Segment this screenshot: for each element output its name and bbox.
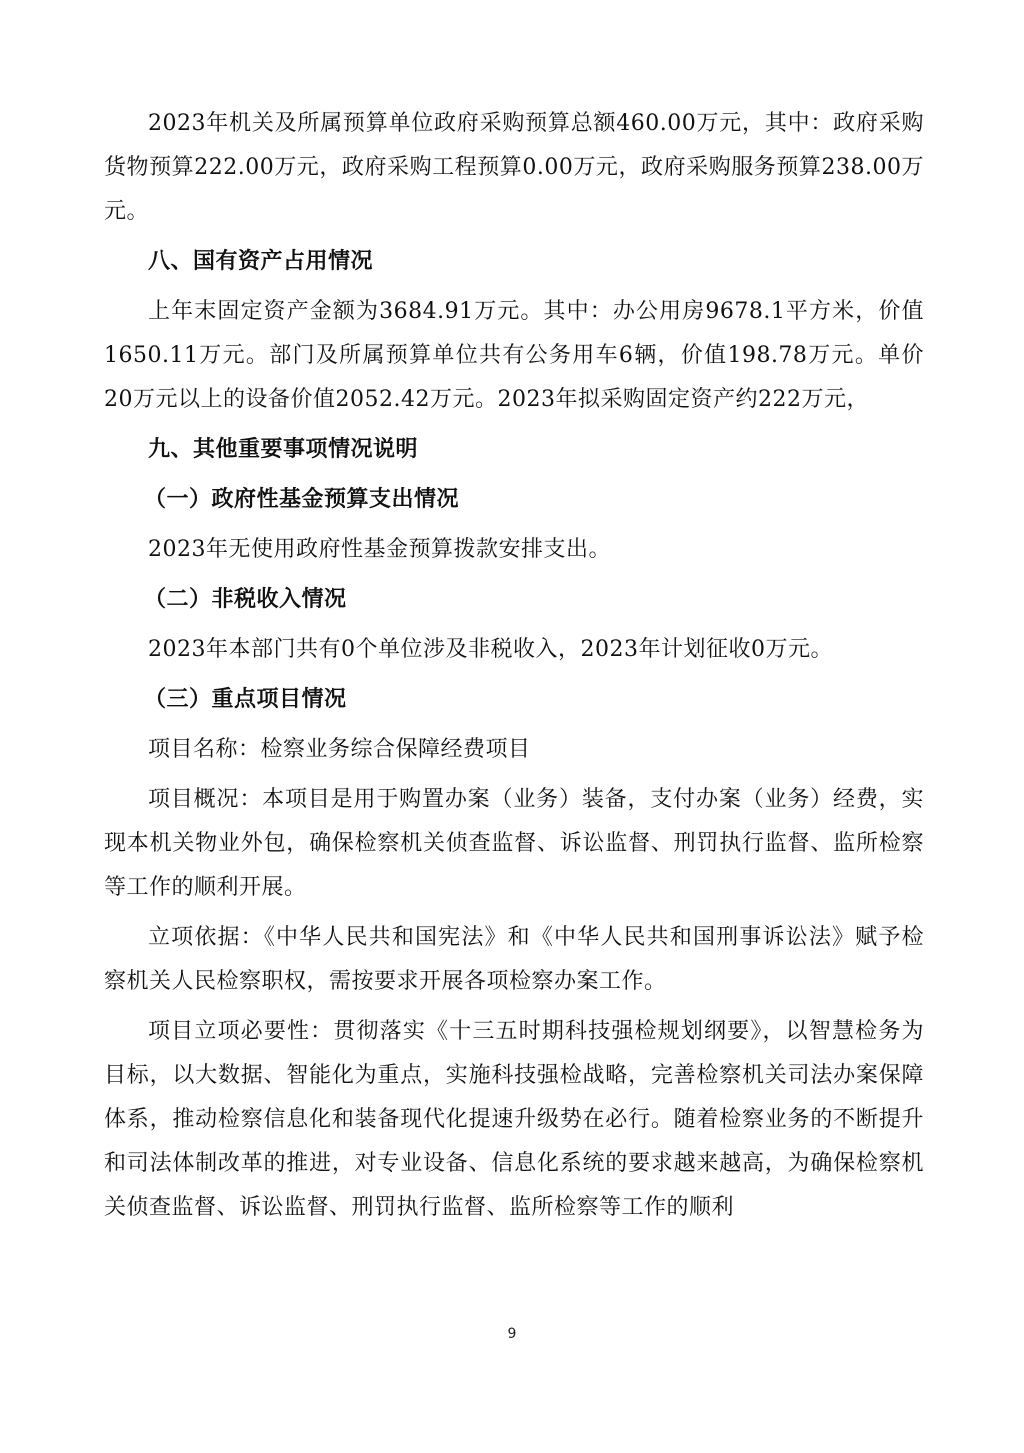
- procurement-budget-paragraph: 2023年机关及所属预算单位政府采购预算总额460.00万元，其中：政府采购货物预算222.00万元，政府采购工程预算0.00万元，政府采购服务预算238.00万元。: [104, 111, 924, 224]
- page-body: [104, 102, 924, 1236]
- fixed-assets-paragraph: 上年末固定资产金额为3684.91万元。其中：办公用房9678.1平方米，价值1650.11万元。部门及所属预算单位共有公务用车6辆，价值198.78万元。单价20万元以上的设备价值2052.42万元。2023年拟采购固定资产约222万元，: [104, 299, 924, 412]
- fund-budget-paragraph: 2023年无使用政府性基金预算拨款安排支出。: [148, 537, 611, 562]
- page-number: 9: [507, 1326, 517, 1342]
- project-basis-paragraph: 立项依据：《中华人民共和国宪法》和《中华人民共和国刑事诉讼法》赋予检察机关人民检察职权，需按要求开展各项检察办案工作。: [104, 925, 924, 994]
- subheading-non-tax-revenue: （二）非税收入情况: [144, 587, 347, 612]
- project-overview-paragraph: 项目概况：本项目是用于购置办案（业务）装备，支付办案（业务）经费，实现本机关物业外包，确保检察机关侦查监督、诉讼监督、刑罚执行监督、监所检察等工作的顺利开展。: [104, 787, 924, 900]
- project-necessity-paragraph: 项目立项必要性：贯彻落实《十三五时期科技强检规划纲要》，以智慧检务为目标，以大数据、智能化为重点，实施科技强检战略，完善检察机关司法办案保障体系，推动检察信息化和装备现代化提速升级势在必行。随着检察业务的不断提升和司法体制改革的推进，对专业设备、信息化系统的要求越来越高，为确保检察机关侦查监督、诉讼监督、刑罚执行监督、监所检察等工作的顺利: [104, 1019, 924, 1220]
- project-name-paragraph: 项目名称：检察业务综合保障经费项目: [148, 737, 531, 762]
- non-tax-revenue-paragraph: 2023年本部门共有0个单位涉及非税收入，2023年计划征收0万元。: [148, 637, 833, 662]
- section-heading-assets: 八、国有资产占用情况: [148, 249, 374, 274]
- subheading-fund-budget: （一）政府性基金预算支出情况: [144, 487, 460, 512]
- subheading-key-projects: （三）重点项目情况: [144, 687, 347, 712]
- section-heading-other-matters: 九、其他重要事项情况说明: [148, 437, 419, 462]
